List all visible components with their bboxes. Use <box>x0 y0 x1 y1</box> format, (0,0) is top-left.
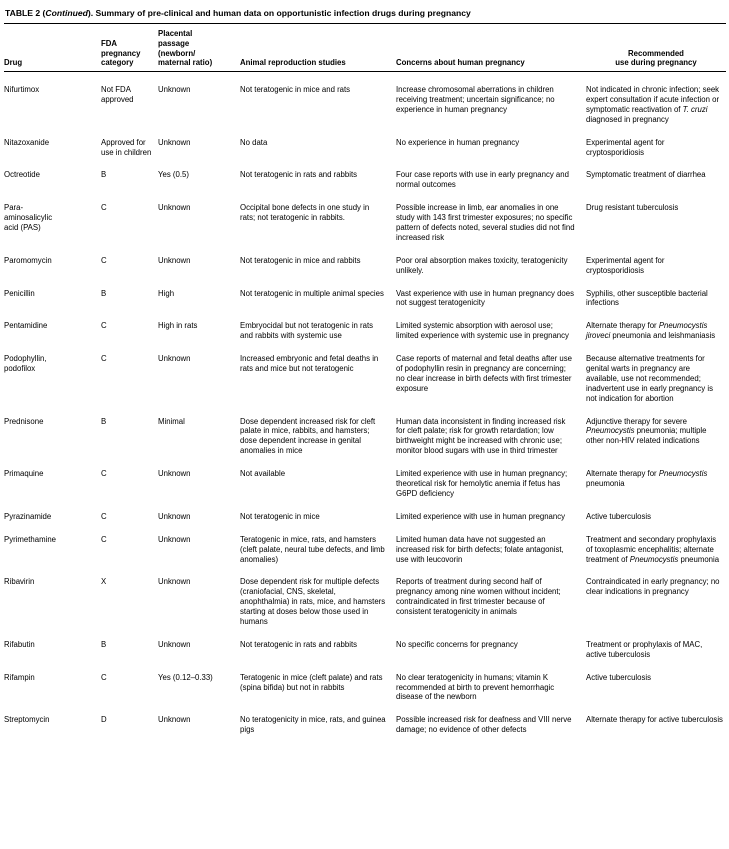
cell-recommended: Symptomatic treatment of diarrhea <box>586 170 706 180</box>
cell-drug: Octreotide <box>4 170 40 180</box>
cell-animal: Teratogenic in mice, rats, and hamsters (cleft palate, neural tube defects, and limb anomalies) <box>240 534 385 564</box>
cell-animal: Dose dependent risk for multiple defects (craniofacial, CNS, skeletal, anophthalmia) in rats, mice, and hamsters starting at doses below those used in humans <box>240 577 386 626</box>
cell-concerns: Poor oral absorption makes toxicity, teratogenicity unlikely. <box>396 255 568 275</box>
cell-recommended: Alternate therapy for Pneumocystis jiroveci pneumonia and leishmaniasis <box>586 321 716 341</box>
cell-animal: No data <box>240 137 268 147</box>
cell-concerns: Case reports of maternal and fetal deaths after use of podophyllin resin in pregnancy are concerning; no clear increase in birth defects with first trimester exposure <box>396 354 572 393</box>
cell-concerns: Four case reports with use in early pregnancy and normal outcomes <box>396 170 569 190</box>
cell-placental: Yes (0.12–0.33) <box>158 672 213 682</box>
table-row <box>4 702 726 735</box>
cell-fda: B <box>101 416 107 426</box>
cell-placental: Unknown <box>158 203 191 213</box>
table-row <box>4 276 726 309</box>
table-row <box>4 564 726 626</box>
cell-recommended: Adjunctive therapy for severe Pneumocystis pneumonia; multiple other non-HIV related indications <box>586 416 707 446</box>
column-header-recommended: Recommended use during pregnancy <box>586 24 726 71</box>
drug-table <box>4 24 726 735</box>
cell-recommended: Treatment and secondary prophylaxis of toxoplasmic encephalitis; alternate treatment of Pneumocystis pneumonia <box>586 534 720 564</box>
table-row <box>4 456 726 499</box>
cell-drug: Pyrazinamide <box>4 511 52 521</box>
cell-concerns: No clear teratogenicity in humans; vitamin K recommended at birth to prevent hemorrhagic disease of the newborn <box>396 672 555 702</box>
cell-drug: Rifampin <box>4 672 35 682</box>
table-row <box>4 627 726 660</box>
cell-concerns: No specific concerns for pregnancy <box>396 639 518 649</box>
cell-concerns: Limited experience with use in human pregnancy; theoretical risk for hemolytic anemia if fetus has G6PD deficiency <box>396 469 568 498</box>
cell-fda: C <box>101 534 107 544</box>
cell-concerns: Possible increased risk for deafness and VIII nerve damage; no evidence of other defects <box>396 715 572 735</box>
table-row <box>4 660 726 703</box>
cell-drug: Nifurtimox <box>4 85 40 95</box>
cell-placental: Unknown <box>158 577 191 587</box>
cell-placental: Yes (0.5) <box>158 170 189 180</box>
cell-concerns: Possible increase in limb, ear anomalies in one study with 143 first trimester exposures; no specific pattern of defects noted, several studies did not find increased risk <box>396 203 575 242</box>
table-body <box>4 72 726 735</box>
cell-concerns: Limited systemic absorption with aerosol use; limited experience with systemic use in pregnancy <box>396 321 569 341</box>
cell-recommended: Syphilis, other susceptible bacterial infections <box>586 288 708 308</box>
cell-fda: C <box>101 203 107 213</box>
cell-animal: Not teratogenic in mice and rabbits <box>240 255 361 265</box>
cell-fda: D <box>101 715 107 725</box>
cell-animal: No teratogenicity in mice, rats, and guinea pigs <box>240 715 386 735</box>
header-row <box>4 24 726 71</box>
cell-placental: Unknown <box>158 715 191 725</box>
table-row <box>4 522 726 565</box>
cell-drug: Penicillin <box>4 288 35 298</box>
cell-animal: Dose dependent increased risk for cleft palate in mice, rabbits, and hamsters; dose dependent increase in genital anomalies in mice <box>240 416 376 456</box>
cell-recommended: Alternate therapy for active tuberculosis <box>586 715 723 725</box>
cell-fda: C <box>101 511 107 521</box>
table-row <box>4 404 726 457</box>
cell-recommended: Alternate therapy for Pneumocystis pneumonia <box>586 469 708 489</box>
table-row <box>4 243 726 276</box>
cell-placental: High <box>158 288 175 298</box>
cell-fda: X <box>101 577 107 587</box>
cell-concerns: Vast experience with use in human pregnancy does not suggest teratogenicity <box>396 288 574 308</box>
cell-fda: B <box>101 170 107 180</box>
cell-recommended: Drug resistant tuberculosis <box>586 203 679 213</box>
cell-drug: Rifabutin <box>4 639 35 649</box>
table-header <box>4 24 726 71</box>
column-header-animal: Animal reproduction studies <box>240 24 396 71</box>
cell-placental: Unknown <box>158 354 191 364</box>
cell-drug: Ribavirin <box>4 577 35 587</box>
cell-animal: Teratogenic in mice (cleft palate) and rats (spina bifida) but not in rabbits <box>240 672 383 692</box>
column-header-drug: Drug <box>4 24 101 71</box>
cell-fda: C <box>101 672 107 682</box>
cell-drug: Nitazoxanide <box>4 137 50 147</box>
cell-fda: B <box>101 639 107 649</box>
cell-concerns: Limited human data have not suggested an increased risk for birth defects; folate antagonist, use with leucovorin <box>396 534 564 564</box>
cell-recommended: Active tuberculosis <box>586 672 652 682</box>
table-title: TABLE 2 (Continued). Summary of pre-clinical and human data on opportunistic infection drugs during pregnancy <box>4 6 726 24</box>
cell-fda: Not FDA approved <box>101 85 134 104</box>
cell-placental: Unknown <box>158 137 191 147</box>
cell-animal: Not teratogenic in rats and rabbits <box>240 170 358 180</box>
table-row <box>4 157 726 190</box>
cell-drug: Para- aminosalicylic acid (PAS) <box>4 203 53 233</box>
table-row <box>4 125 726 158</box>
cell-animal: Occipital bone defects in one study in rats; not teratogenic in rabbits. <box>240 203 370 223</box>
cell-recommended: Because alternative treatments for genital warts in pregnancy are available, use not recommended; inadvertent use in early pregnancy is not indication for abortion <box>586 354 713 403</box>
cell-animal: Not teratogenic in mice and rats <box>240 85 351 95</box>
cell-animal: Not available <box>240 469 286 479</box>
cell-recommended: Experimental agent for cryptosporidiosis <box>586 137 665 157</box>
table-row <box>4 72 726 125</box>
cell-concerns: Limited experience with use in human pregnancy <box>396 511 566 521</box>
table-row <box>4 499 726 522</box>
cell-placental: Unknown <box>158 469 191 479</box>
cell-placental: Unknown <box>158 511 191 521</box>
cell-recommended: Not indicated in chronic infection; seek expert consultation if acute infection or symptomatic reactivation of T. cruzi diagnosed in pregnancy <box>586 85 720 124</box>
cell-fda: Approved for use in children <box>101 137 152 157</box>
cell-drug: Pyrimethamine <box>4 534 56 544</box>
cell-concerns: No experience in human pregnancy <box>396 137 520 147</box>
cell-animal: Not teratogenic in rats and rabbits <box>240 639 358 649</box>
cell-drug: Podophyllin, podofilox <box>4 354 47 374</box>
cell-placental: Unknown <box>158 639 191 649</box>
cell-concerns: Increase chromosomal aberrations in children receiving treatment; uncertain significance; no experience in human pregnancy <box>396 85 555 114</box>
cell-animal: Embryocidal but not teratogenic in rats and rabbits with systemic use <box>240 321 374 341</box>
cell-drug: Prednisone <box>4 416 44 426</box>
cell-recommended: Treatment or prophylaxis of MAC, active tuberculosis <box>586 639 703 659</box>
table-row <box>4 341 726 403</box>
cell-placental: Unknown <box>158 255 191 265</box>
cell-concerns: Reports of treatment during second half of pregnancy among nine women without incident; contraindicated in first trimester because of consistent teratogenicity in animals <box>396 577 561 617</box>
cell-concerns: Human data inconsistent in finding increased risk for cleft palate; risk for growth retardation; low birthweight might be increased with chronic use; monitor blood sugars with use in third trimester <box>396 416 566 456</box>
table-row <box>4 190 726 243</box>
cell-fda: C <box>101 255 107 265</box>
column-header-placental: Placental passage (newborn/ maternal ratio) <box>158 24 240 71</box>
cell-drug: Pentamidine <box>4 321 48 331</box>
cell-drug: Primaquine <box>4 469 44 479</box>
column-header-concerns: Concerns about human pregnancy <box>396 24 586 71</box>
cell-recommended: Experimental agent for cryptosporidiosis <box>586 255 665 275</box>
cell-recommended: Contraindicated in early pregnancy; no clear indications in pregnancy <box>586 577 720 597</box>
cell-drug: Paromomycin <box>4 255 52 265</box>
cell-fda: B <box>101 288 107 298</box>
cell-drug: Streptomycin <box>4 715 50 725</box>
cell-animal: Not teratogenic in multiple animal species <box>240 288 384 298</box>
cell-placental: Unknown <box>158 85 191 95</box>
cell-fda: C <box>101 321 107 331</box>
cell-placental: High in rats <box>158 321 198 331</box>
cell-animal: Increased embryonic and fetal deaths in rats and mice but not teratogenic <box>240 354 379 374</box>
cell-placental: Minimal <box>158 416 185 426</box>
column-header-fda: FDA pregnancy category <box>101 24 158 71</box>
cell-recommended: Active tuberculosis <box>586 511 652 521</box>
cell-placental: Unknown <box>158 534 191 544</box>
cell-fda: C <box>101 354 107 364</box>
cell-animal: Not teratogenic in mice <box>240 511 320 521</box>
cell-fda: C <box>101 469 107 479</box>
table-row <box>4 308 726 341</box>
